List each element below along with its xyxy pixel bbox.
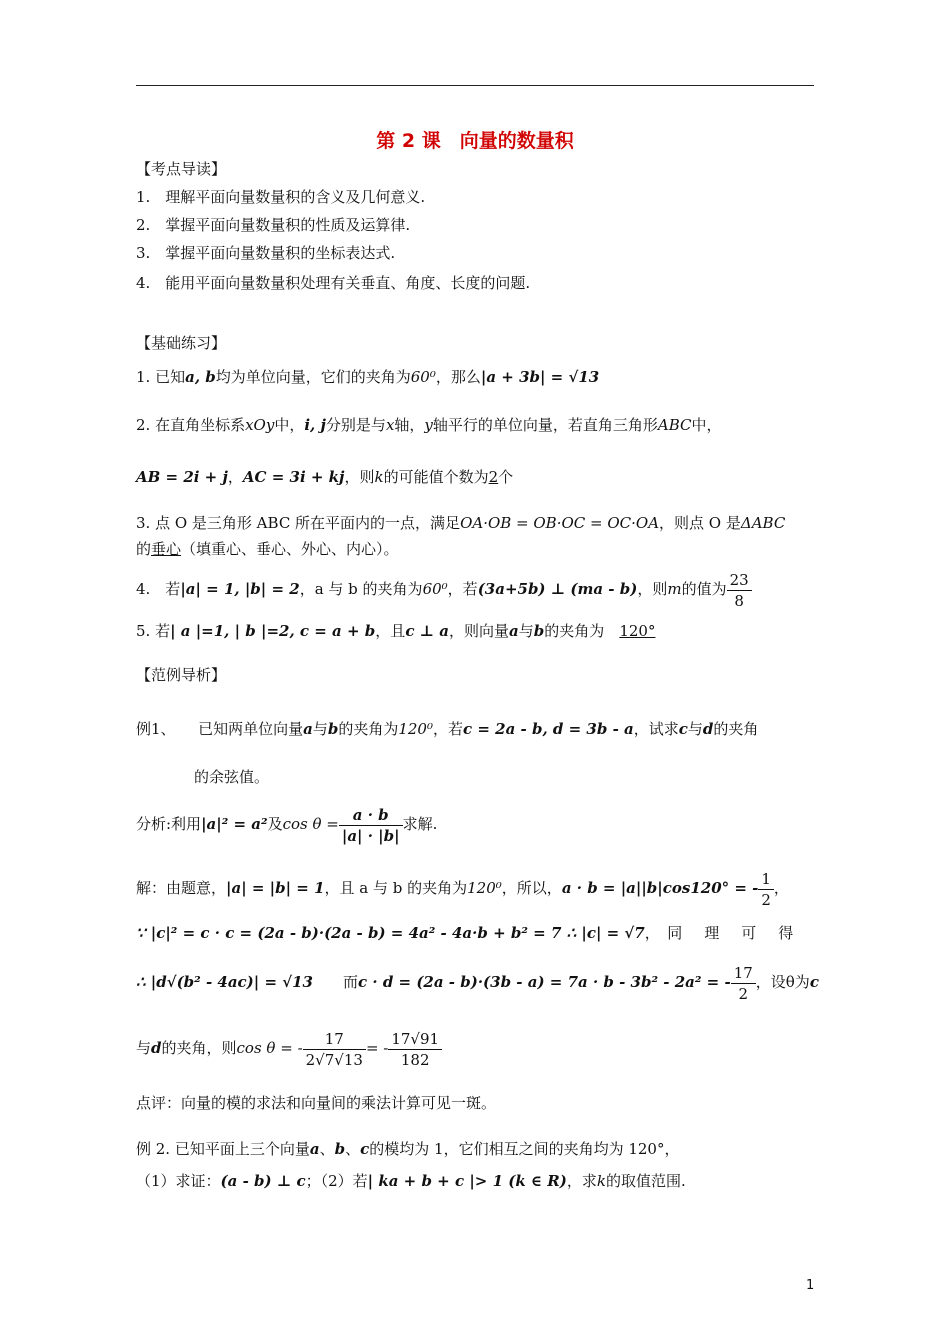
denominator: 8 xyxy=(734,591,744,610)
numerator: 1 xyxy=(758,869,774,890)
text: 分别是与 xyxy=(325,416,386,434)
text: 的夹角 xyxy=(713,720,759,738)
exercise-2-cont: AB = 2i + j，AC = 3i + kj，则k的可能值个数为2个 xyxy=(136,468,514,486)
text: 例 2. 已知平面上三个向量 xyxy=(136,1140,310,1158)
text: ，所以， xyxy=(501,879,562,897)
example1-line2: 的余弦值。 xyxy=(194,768,270,786)
text: 求解. xyxy=(402,815,438,833)
example2-line2 xyxy=(136,1170,686,1192)
math: c xyxy=(809,973,819,991)
math: 120⁰ xyxy=(398,720,433,738)
text: ，则 xyxy=(344,468,375,486)
header-rule xyxy=(136,85,814,86)
text: 与 xyxy=(687,720,703,738)
text: 同理可得 xyxy=(667,924,816,942)
fraction xyxy=(731,963,756,1004)
math: ∵ |c|² = c · c = (2a - b)·(2a - b) = 4a² - 4a·b + b² = 7 ∴ |c| = √7 xyxy=(136,924,645,942)
guide-item: 1. 理解平面向量数量积的含义及几何意义. xyxy=(136,188,426,206)
answer: 120° xyxy=(619,622,656,640)
math: 60⁰ xyxy=(410,368,436,386)
text: 中， xyxy=(274,416,305,434)
math: c ⊥ a xyxy=(405,622,450,640)
math: cos θ = - xyxy=(236,1039,303,1057)
text: 的夹角，则 xyxy=(161,1039,237,1057)
text: 而 xyxy=(343,973,359,991)
math: AB = 2i + j xyxy=(136,468,228,486)
section-guide: 【考点导读】 xyxy=(136,160,227,178)
text: 的值为 xyxy=(681,580,727,598)
text: 的 xyxy=(136,540,152,558)
math: |a + 3b| = √13 xyxy=(480,368,600,386)
math: k xyxy=(596,1172,606,1190)
text: 的可能值个数为 xyxy=(383,468,489,486)
text: 已知两单位向量 xyxy=(198,720,304,738)
answer: 2 xyxy=(488,468,499,486)
text: （1）求证： xyxy=(136,1172,221,1190)
math: a xyxy=(303,720,313,738)
text: 3. 点 O 是三角形 ABC 所在平面内的一点，满足 xyxy=(136,514,461,532)
example1-analysis xyxy=(136,802,437,846)
lesson-title: 第 2 课 向量的数量积 xyxy=(376,130,574,152)
text: ，求 xyxy=(566,1172,597,1190)
text: 的夹角为 xyxy=(544,622,605,640)
text: ，设θ为 xyxy=(755,973,810,991)
math: d xyxy=(702,720,714,738)
math: b xyxy=(533,622,545,640)
text: ， xyxy=(773,879,789,897)
fraction xyxy=(727,570,752,611)
math: c · d = (2a - b)·(3b - a) = 7a · b - 3b² - 2a² = - xyxy=(358,973,731,991)
text: 4. 若 xyxy=(136,580,181,598)
text: 均为单位向量，它们的夹角为 xyxy=(215,368,411,386)
text: ，试求 xyxy=(633,720,679,738)
math: AC = 3i + kj xyxy=(242,468,345,486)
denominator: 182 xyxy=(400,1050,430,1069)
text: 的取值范围. xyxy=(605,1172,686,1190)
text: ，那么 xyxy=(435,368,481,386)
text: 与 xyxy=(136,1039,152,1057)
numerator: a · b xyxy=(339,805,403,826)
math: c xyxy=(360,1140,370,1158)
text: ，则向量 xyxy=(449,622,510,640)
math: d xyxy=(151,1039,162,1057)
denominator: 2 xyxy=(761,890,771,909)
math: | ka + b + c |> 1 (k ∈ R) xyxy=(367,1172,567,1190)
text: 、 xyxy=(319,1140,335,1158)
math: x xyxy=(385,416,395,434)
text: 的夹角为 xyxy=(338,720,399,738)
math: | a |=1, | b |=2, c = a + b xyxy=(170,622,376,640)
text: 解：由题意， xyxy=(136,879,227,897)
text: 分析:利用 xyxy=(136,815,202,833)
math: cos θ = xyxy=(282,815,339,833)
math: |a| = 1, |b| = 2 xyxy=(180,580,300,598)
numerator: 23 xyxy=(727,570,752,591)
math: b xyxy=(334,1140,346,1158)
section-examples: 【范例导析】 xyxy=(136,666,227,684)
guide-item: 3. 掌握平面向量数量积的坐标表达式. xyxy=(136,244,396,262)
text: 与 xyxy=(518,622,534,640)
exercise-3 xyxy=(136,512,785,534)
math: 120⁰ xyxy=(467,879,502,897)
math: a xyxy=(509,622,519,640)
math: ABC xyxy=(657,416,692,434)
math: i, j xyxy=(304,416,326,434)
fraction xyxy=(388,1029,442,1070)
math: c = 2a - b, d = 3b - a xyxy=(463,720,634,738)
example1-solution-2 xyxy=(136,922,815,944)
example2-line1 xyxy=(136,1138,679,1160)
math: (3a+5b) ⊥ (ma - b) xyxy=(477,580,638,598)
exercise-5 xyxy=(136,620,655,642)
page-number: 1 xyxy=(806,1278,815,1293)
math: a, b xyxy=(185,368,216,386)
text: ，且 xyxy=(375,622,406,640)
exercise-3-cont xyxy=(136,538,399,560)
example1-line1 xyxy=(136,718,758,740)
denominator: |a| · |b| xyxy=(341,826,400,845)
math: m xyxy=(667,580,682,598)
math: y xyxy=(424,416,433,434)
math: = - xyxy=(365,1039,389,1057)
text: ，a 与 b 的夹角为 xyxy=(299,580,423,598)
math: ∴ |d√(b² - 4ac)| = √13 xyxy=(136,973,313,991)
text: ，则 xyxy=(637,580,668,598)
text: 、 xyxy=(345,1140,361,1158)
text: 轴， xyxy=(394,416,425,434)
math: OA·OB = OB·OC = OC·OA xyxy=(460,514,660,532)
text: ，则点 O 是 xyxy=(659,514,741,532)
math: xOy xyxy=(245,416,275,434)
guide-item: 2. 掌握平面向量数量积的性质及运算律. xyxy=(136,216,411,234)
fraction xyxy=(758,869,774,910)
math: |a|² = a² xyxy=(201,815,268,833)
math: k xyxy=(374,468,384,486)
numerator: 17√91 xyxy=(388,1029,442,1050)
exercise-4 xyxy=(136,568,752,611)
example1-review: 点评：向量的模的求法和向量间的乘法计算可见一斑。 xyxy=(136,1094,497,1112)
text: 与 xyxy=(312,720,328,738)
text: ， xyxy=(644,924,653,942)
answer: 垂心 xyxy=(151,540,182,558)
math: a · b = |a||b|cos120° = - xyxy=(561,879,759,897)
fraction xyxy=(339,805,403,846)
text: ；（2）若 xyxy=(305,1172,368,1190)
text: 5. 若 xyxy=(136,622,171,640)
denominator: 2√7√13 xyxy=(305,1050,363,1069)
example1-solution-4 xyxy=(136,1026,442,1070)
exercise-1 xyxy=(136,366,599,388)
text: 轴平行的单位向量，若直角三角形 xyxy=(432,416,658,434)
text: 1. 已知 xyxy=(136,368,186,386)
math: (a - b) ⊥ c xyxy=(220,1172,306,1190)
text: （填重心、垂心、外心、内心）。 xyxy=(181,540,399,558)
guide-item: 4. 能用平面向量数量积处理有关垂直、角度、长度的问题. xyxy=(136,274,531,292)
example-label: 例1、 xyxy=(136,720,169,738)
fraction xyxy=(303,1029,366,1070)
math: 60⁰ xyxy=(422,580,448,598)
text: 的模均为 1，它们相互之间的夹角均为 120°， xyxy=(369,1140,680,1158)
text: 中， xyxy=(691,416,722,434)
text: 个 xyxy=(498,468,514,486)
text: ，且 a 与 b 的夹角为 xyxy=(324,879,468,897)
math: |a| = |b| = 1 xyxy=(226,879,325,897)
text: ，若 xyxy=(433,720,464,738)
math: c xyxy=(678,720,688,738)
math: ΔABC xyxy=(740,514,786,532)
text: ，若 xyxy=(447,580,478,598)
text: 及 xyxy=(267,815,283,833)
numerator: 17 xyxy=(731,963,756,984)
math: a xyxy=(309,1140,320,1158)
math: b xyxy=(327,720,339,738)
denominator: 2 xyxy=(738,984,748,1003)
example1-solution-3 xyxy=(136,960,819,1004)
numerator: 17 xyxy=(303,1029,366,1050)
text: 2. 在直角坐标系 xyxy=(136,416,246,434)
example1-solution-1 xyxy=(136,866,789,910)
section-basic: 【基础练习】 xyxy=(136,334,227,352)
exercise-2 xyxy=(136,414,722,436)
